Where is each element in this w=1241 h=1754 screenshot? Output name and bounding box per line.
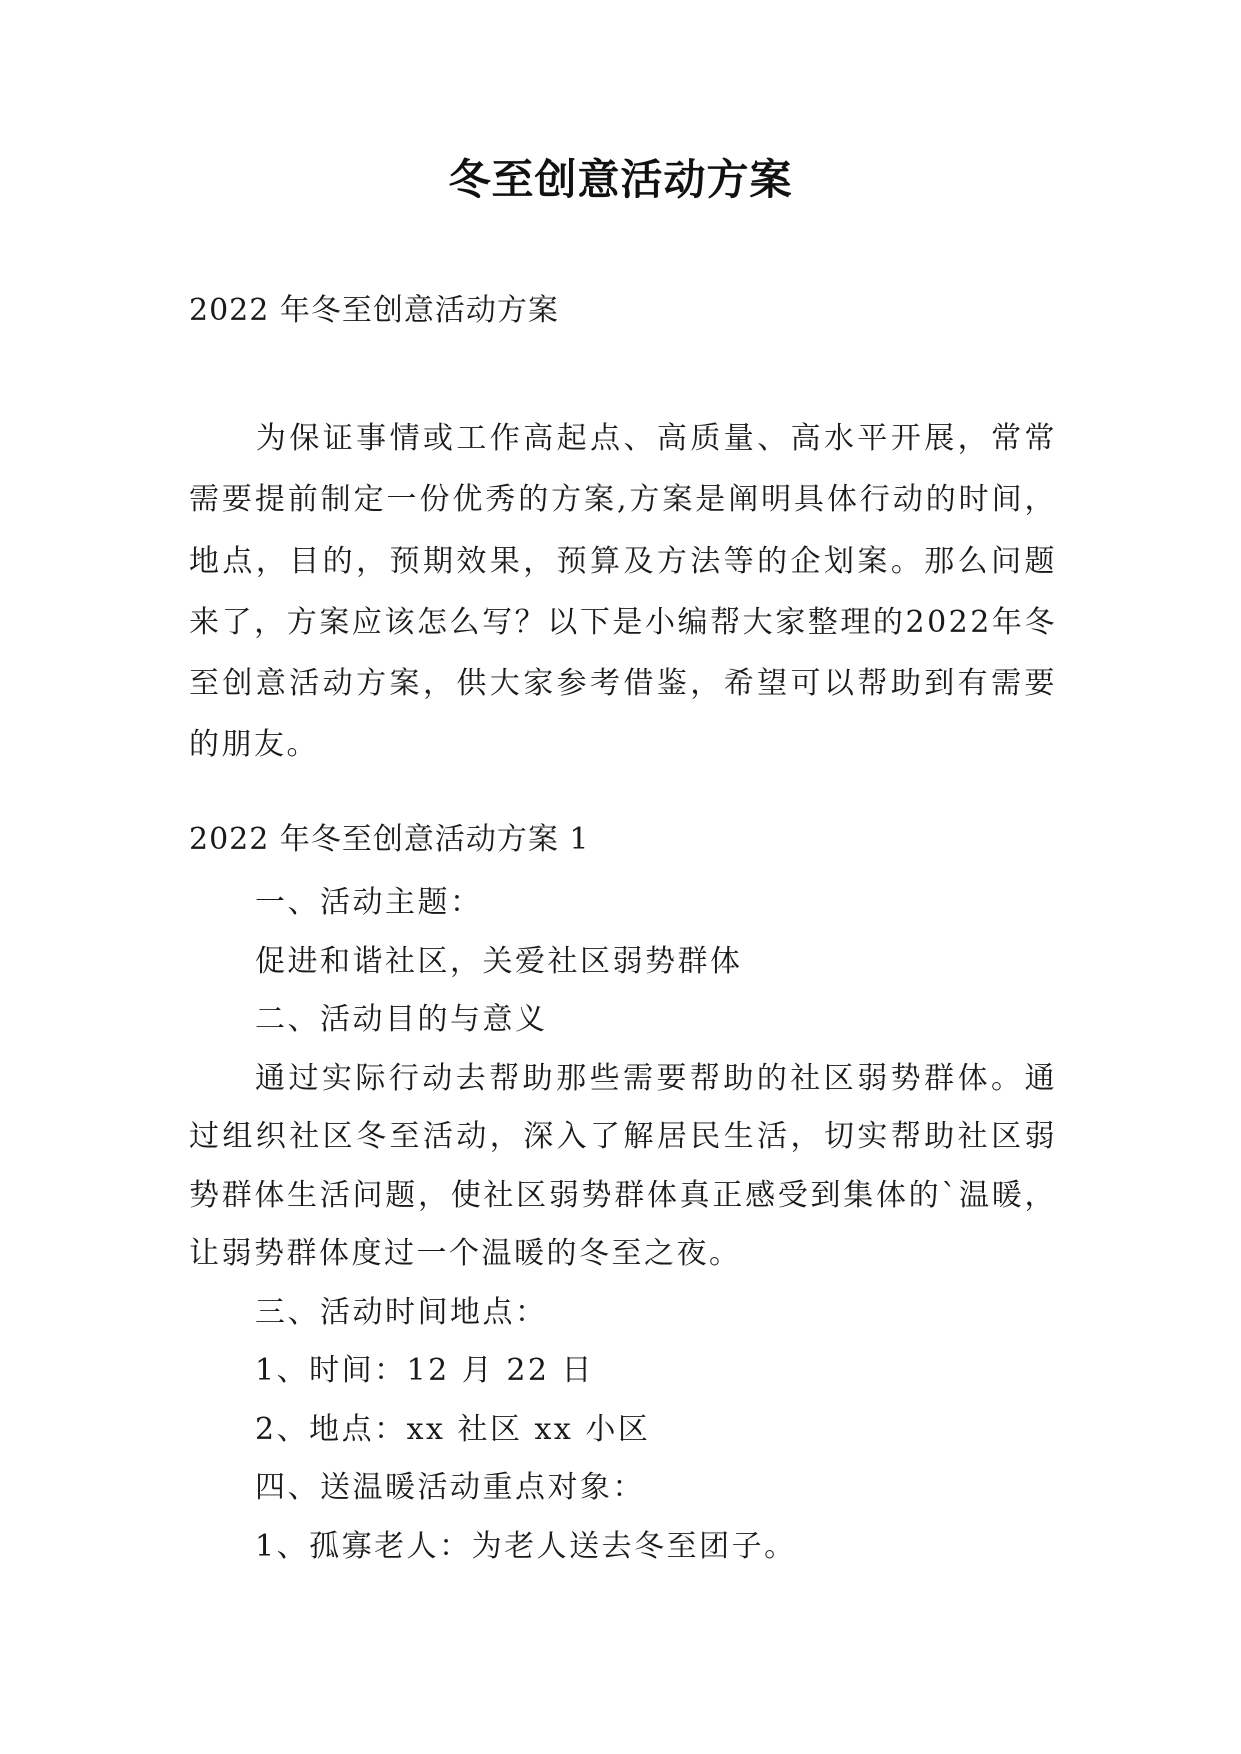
purpose-text: 通过实际行动去帮助那些需要帮助的社区弱势群体。通过组织社区冬至活动，深入了解居民生活，切实帮助社区弱势群体生活问题，使社区弱势群体真正感受到集体的`温暖，让弱势群体度过一个温暖的冬至之夜。 bbox=[189, 1060, 1057, 1271]
section-heading: 2022 年冬至创意活动方案 1 bbox=[189, 822, 590, 857]
intro-paragraph bbox=[189, 408, 1057, 776]
section-body bbox=[189, 874, 1057, 1576]
intro-text: 为保证事情或工作高起点、高质量、高水平开展，常常需要提前制定一份优秀的方案,方案是阐明具体行动的时间，地点，目的，预期效果，预算及方法等的企划案。那么问题来了，方案应该怎么写？以下是小编帮大家整理的2022年冬至创意活动方案，供大家参考借鉴，希望可以帮助到有需要的朋友。 bbox=[189, 421, 1057, 763]
activity-time: 1、时间：12 月 22 日 bbox=[255, 1353, 595, 1388]
theme-heading: 一、活动主题： bbox=[255, 885, 483, 920]
target-item-1: 1、孤寡老人：为老人送去冬至团子。 bbox=[255, 1528, 797, 1564]
purpose-heading: 二、活动目的与意义 bbox=[255, 1002, 548, 1037]
theme-text: 促进和谐社区，关爱社区弱势群体 bbox=[255, 943, 743, 979]
targets-heading: 四、送温暖活动重点对象： bbox=[255, 1470, 645, 1505]
activity-place: 2、地点：xx 社区 xx 小区 bbox=[255, 1411, 651, 1447]
time-place-heading: 三、活动时间地点： bbox=[255, 1294, 548, 1330]
document-subtitle: 2022 年冬至创意活动方案 bbox=[189, 293, 559, 328]
document-title: 冬至创意活动方案 bbox=[448, 155, 793, 204]
